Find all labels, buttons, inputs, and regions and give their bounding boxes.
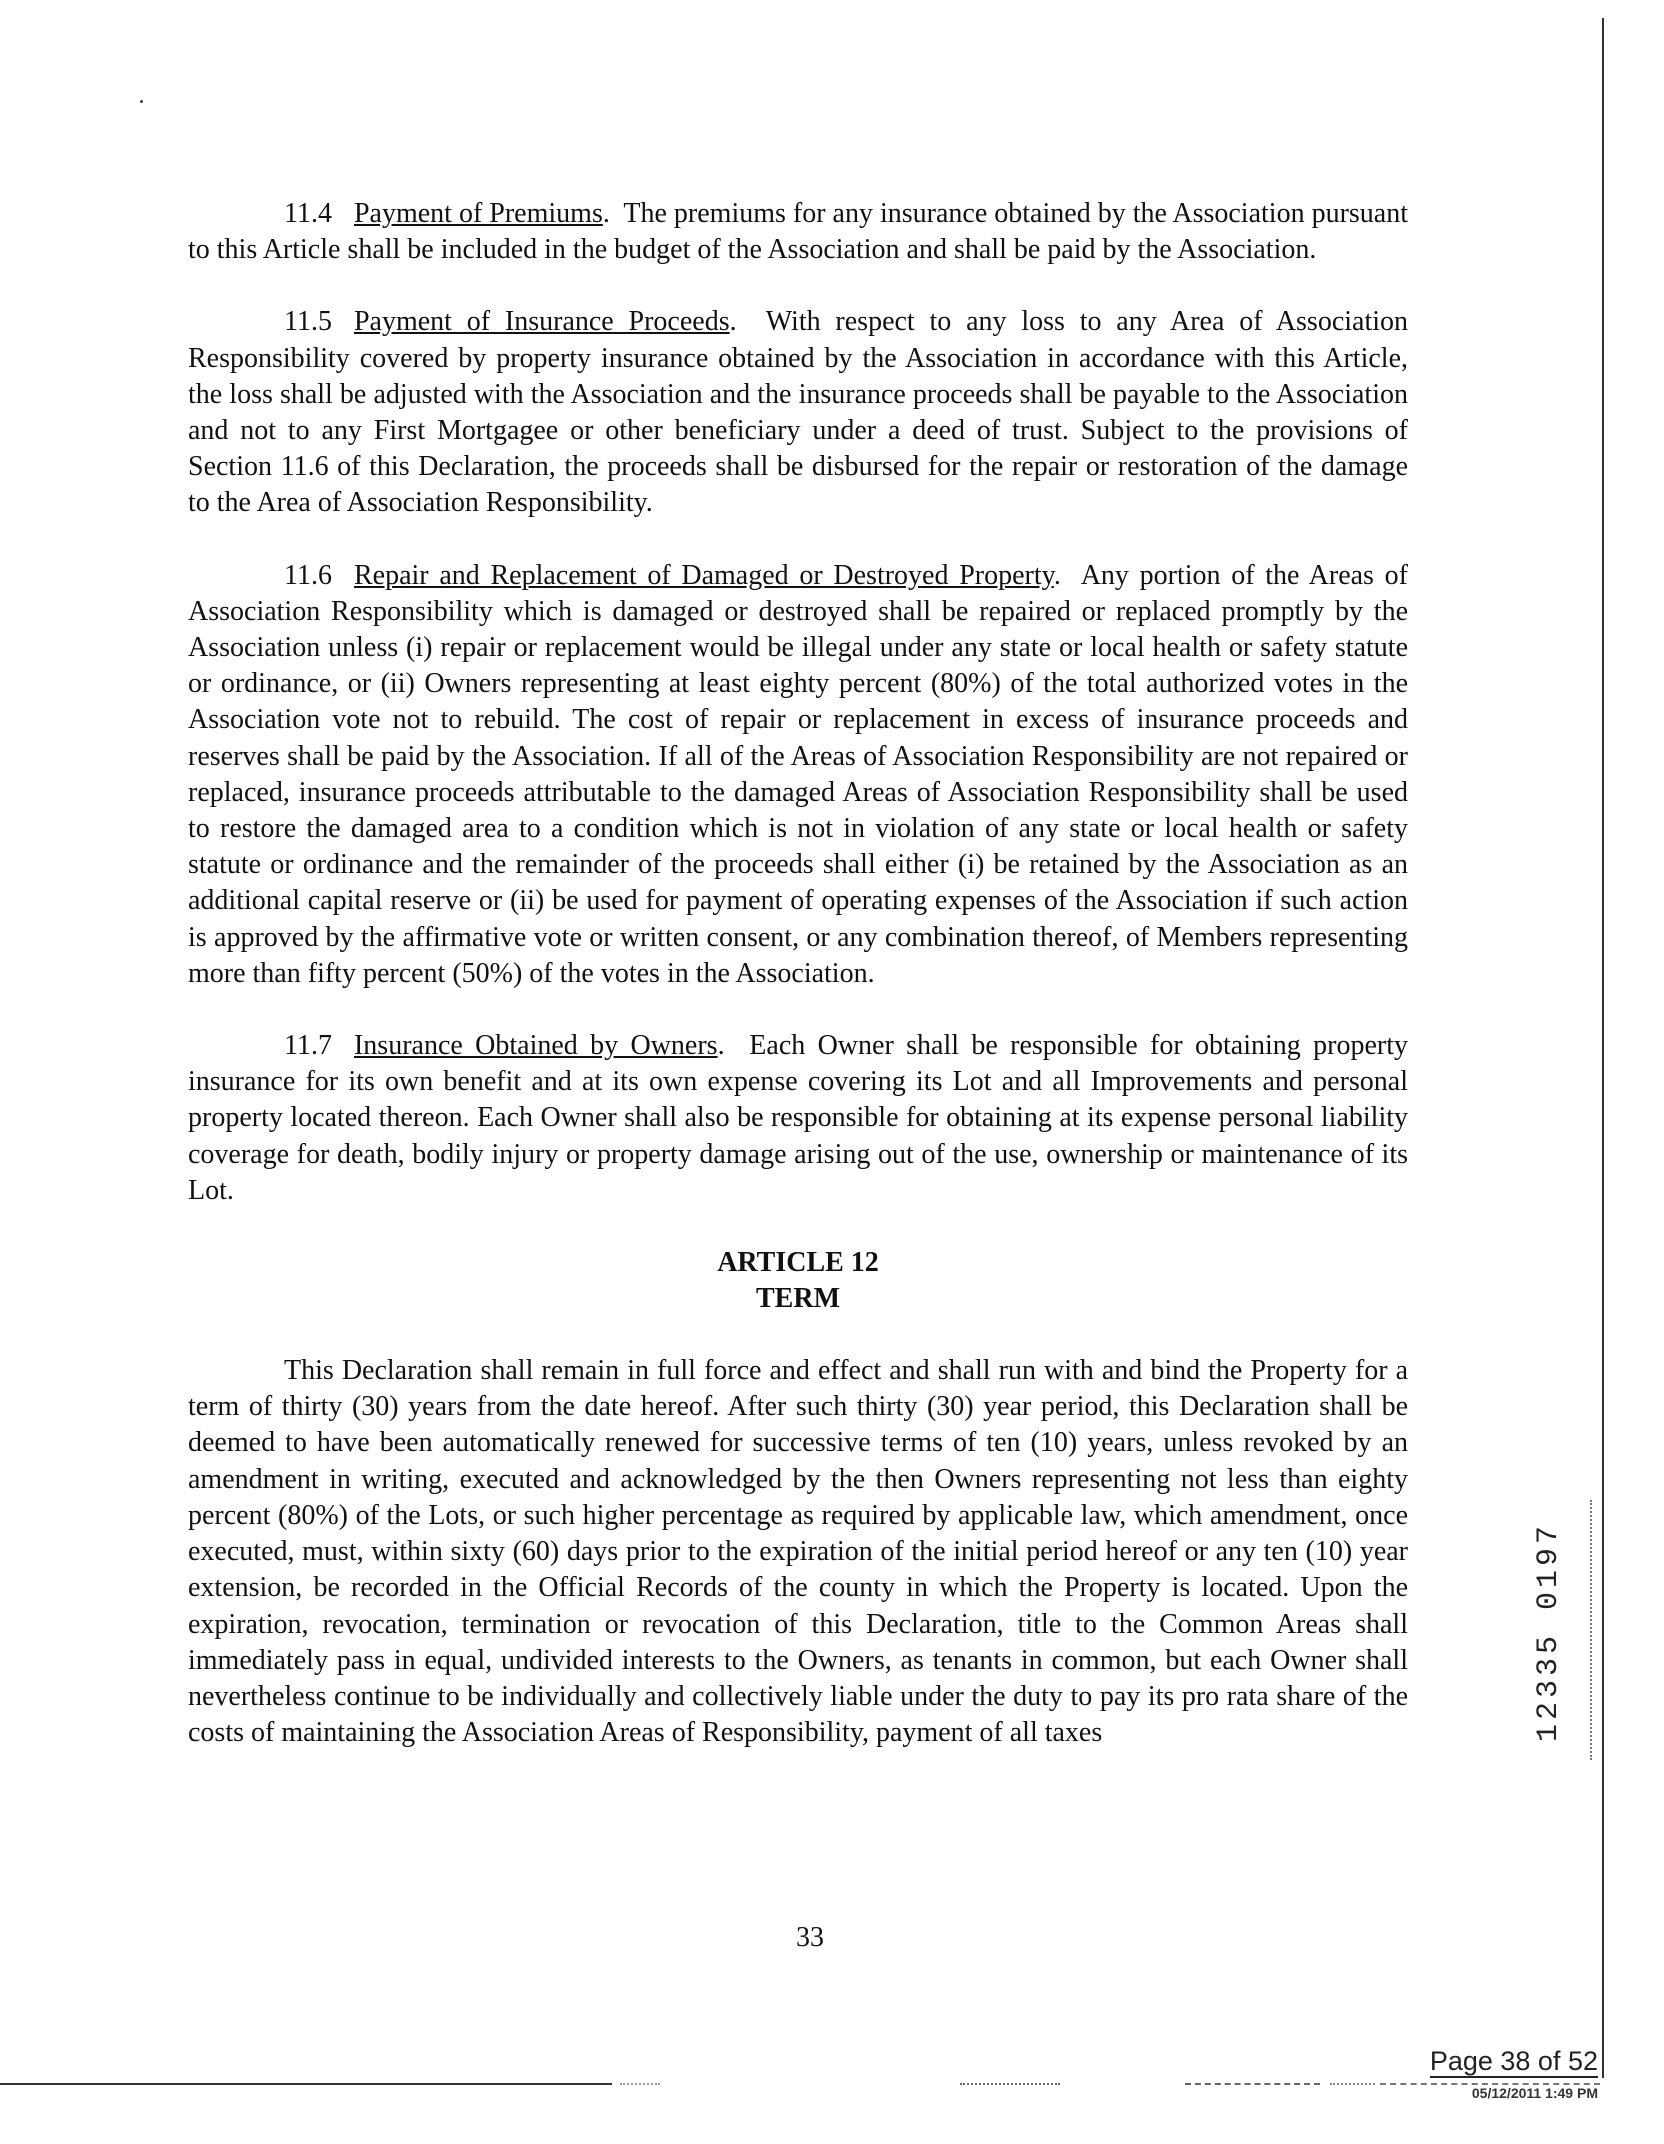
recording-number: 12335 0197: [1532, 1522, 1566, 1743]
section-body: Each Owner shall be responsible for obtaining property insurance for its own benefit and at its own expense covering its Lot and all Improvements and personal property located thereon. Each Owner shall also be responsible for obtaining at its expense personal liability coverage for death, bodily injury or property damage arising out of the use, ownership or maintenance of its Lot.: [188, 1030, 1408, 1206]
section-11-5: 11.5 Payment of Insurance Proceeds. With respect to any loss to any Area of Association Responsibility covered by property insurance obtained by the Association in accordance with this Article, the loss shall be adjusted with the Association and the insurance proceeds shall be payable to the Association and not to any First Mortgagee or other beneficiary under a deed of trust. Subject to the provisions of Section 11.6 of this Declaration, the proceeds shall be disbursed for the repair or restoration of the damage to the Area of Association Responsibility.: [188, 306, 1409, 519]
section-title: Repair and Replacement of Damaged or Destroyed Property: [353, 559, 1054, 591]
article-title: TERM: [756, 1283, 840, 1315]
section-11-4: 11.4 Payment of Premiums. The premiums for any insurance obtained by the Association pursuant to this Article shall be included in the budget of the Association and shall be paid by the Association.: [188, 198, 1409, 266]
footer-rule: [0, 2083, 612, 2085]
footer-rule-dotted: [1330, 2083, 1375, 2085]
article-12-body: This Declaration shall remain in full force and effect and shall run with and bind the Property for a term of thirty (30) years from the date hereof. After such thirty (30) year period, this Declaration shall be deemed to have been automatically renewed for successive terms of ten (10) years, unless revoked by an amendment in writing, executed and acknowledged by the then Owners representing not less than eighty percent (80%) of the Lots, or such higher percentage as required by applicable law, which amendment, once executed, must, within sixty (60) days prior to the expiration of the initial period hereof or any ten (10) year extension, be recorded in the Official Records of the county in which the Property is located. Upon the expiration, revocation, termination or revocation of this Declaration, title to the Common Areas shall immediately pass in equal, undivided interests to the Owners, as tenants in common, but each Owner shall nevertheless continue to be individually and collectively liable under the duty to pay its pro rata share of the costs of maintaining the Association Areas of Responsibility, payment of all taxes: [188, 1355, 1408, 1749]
section-body: Any portion of the Areas of Association Responsibility which is damaged or destroyed shall be repaired or replaced promptly by the Association unless (i) repair or replacement would be illegal under any state or local health or safety statute or ordinance, or (ii) Owners representing at least eighty percent (80%) of the total authorized votes in the Association vote not to rebuild. The cost of repair or replacement in excess of insurance proceeds and reserves shall be paid by the Association. If all of the Areas of Association Responsibility are not repaired or replaced, insurance proceeds attributable to the damaged Areas of Association Responsibility shall be used to restore the damaged area to a condition which is not in violation of any state or local health or safety statute or ordinance and the remainder of the proceeds shall either (i) be retained by the Association as an additional capital reserve or (ii) be used for payment of operating expenses of the Association if such action is approved by the affirmative vote or written consent, or any combination thereof, of Members representing more than fifty percent (50%) of the votes in the Association.: [188, 559, 1408, 989]
scan-speck: [140, 100, 143, 103]
section-title: Payment of Insurance Proceeds: [353, 306, 730, 338]
section-number: 11.6: [284, 559, 332, 591]
footer-rule-dotted: [620, 2083, 660, 2085]
section-number: 11.7: [284, 1030, 332, 1062]
section-11-6: 11.6 Repair and Replacement of Damaged or Destroyed Property. Any portion of the Areas of Association Responsibility which is damaged or destroyed shall be repaired or replaced promptly by the Association unless (i) repair or replacement would be illegal under any state or local health or safety statute or ordinance, or (ii) Owners representing at least eighty percent (80%) of the total authorized votes in the Association vote not to rebuild. The cost of repair or replacement in excess of insurance proceeds and reserves shall be paid by the Association. If all of the Areas of Association Responsibility are not repaired or replaced, insurance proceeds attributable to the damaged Areas of Association Responsibility shall be used to restore the damaged area to a condition which is not in violation of any state or local health or safety statute or ordinance and the remainder of the proceeds shall either (i) be retained by the Association as an additional capital reserve or (ii) be used for payment of operating expenses of the Association if such action is approved by the affirmative vote or written consent, or any combination thereof, of Members representing more than fifty percent (50%) of the votes in the Association.: [188, 559, 1408, 989]
section-11-7: 11.7 Insurance Obtained by Owners. Each Owner shall be responsible for obtaining property insurance for its own benefit and at its own expense covering its Lot and all Improvements and personal property located thereon. Each Owner shall also be responsible for obtaining at its expense personal liability coverage for death, bodily injury or property damage arising out of the use, ownership or maintenance of its Lot.: [188, 1030, 1408, 1206]
section-number: 11.5: [284, 306, 332, 338]
article-heading: [188, 1245, 1408, 1317]
page-count-stamp: Page 38 of 52: [1429, 2046, 1598, 2076]
page-edge-line: [1602, 18, 1604, 2078]
section-title: Payment of Premiums: [353, 198, 603, 229]
section-body: With respect to any loss to any Area of Association Responsibility covered by property insurance obtained by the Association in accordance with this Article, the loss shall be adjusted with the Association and the insurance proceeds shall be payable to the Association and not to any First Mortgagee or other beneficiary under a deed of trust. Subject to the provisions of Section 11.6 of this Declaration, the proceeds shall be disbursed for the repair or restoration of the damage to the Area of Association Responsibility.: [188, 306, 1409, 519]
footer-rule-dotted: [960, 2083, 1060, 2085]
section-body: The premiums for any insurance obtained by the Association pursuant to this Article shall be included in the budget of the Association and shall be paid by the Association.: [188, 198, 1409, 266]
margin-dotted-line: [1590, 1500, 1592, 1760]
section-title: Insurance Obtained by Owners: [353, 1030, 718, 1062]
section-number: 11.4: [284, 198, 332, 229]
document-body: [188, 196, 1408, 1787]
page-number: 33: [796, 1922, 824, 1953]
article-number: ARTICLE 12: [717, 1247, 879, 1279]
recording-timestamp: 05/12/2011 1:49 PM: [1471, 2085, 1598, 2101]
footer-rule-dashed: [1185, 2083, 1320, 2085]
